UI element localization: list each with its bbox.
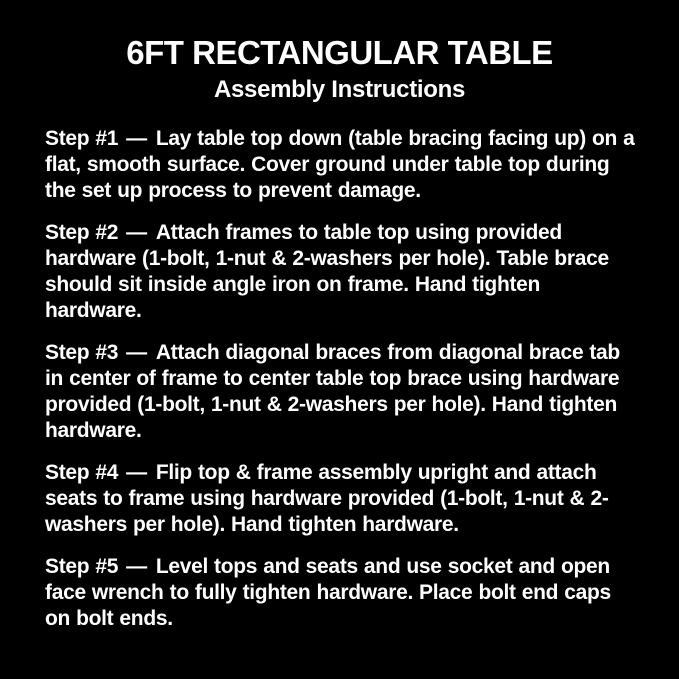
step-paragraph-3 [45, 340, 637, 444]
step-separator: — [126, 460, 147, 484]
step-separator: — [126, 220, 147, 244]
step-label: Step #2 [45, 220, 119, 244]
step-text: Flip top & frame assembly upright and attach seats to frame using hardware provided (1-bolt, 1-nut & 2-washers per hole). Hand tighten hardware. [45, 460, 609, 536]
step-separator: — [126, 554, 147, 578]
step-label: Step #1 [45, 126, 119, 150]
step-separator: — [126, 126, 147, 150]
step-text: Lay table top down (table bracing facing up) on a flat, smooth surface. Cover ground under table top during the set up process to prevent damage. [45, 126, 635, 202]
step-paragraph-5 [45, 554, 637, 632]
step-paragraph-2 [45, 220, 637, 324]
page-title: 6FT RECTANGULAR TABLE [126, 34, 553, 71]
step-text: Level tops and seats and use socket and open face wrench to fully tighten hardware. Place bolt end caps on bolt ends. [45, 554, 611, 630]
step-separator: — [126, 340, 147, 364]
step-text: Attach diagonal braces from diagonal brace tab in center of frame to center table top brace using hardware provided (1-bolt, 1-nut & 2-washers per hole). Hand tighten hardware. [45, 340, 620, 442]
step-label: Step #3 [45, 340, 119, 364]
step-label: Step #4 [45, 460, 119, 484]
header [0, 0, 679, 104]
step-paragraph-1 [45, 126, 637, 204]
step-paragraph-4 [45, 460, 637, 538]
step-text: Attach frames to table top using provided hardware (1-bolt, 1-nut & 2-washers per hole). Table brace should sit inside angle iron on frame. Hand tighten hardware. [45, 220, 609, 322]
page-subtitle: Assembly Instructions [213, 75, 466, 103]
steps-list [45, 126, 637, 632]
step-label: Step #5 [45, 554, 119, 578]
